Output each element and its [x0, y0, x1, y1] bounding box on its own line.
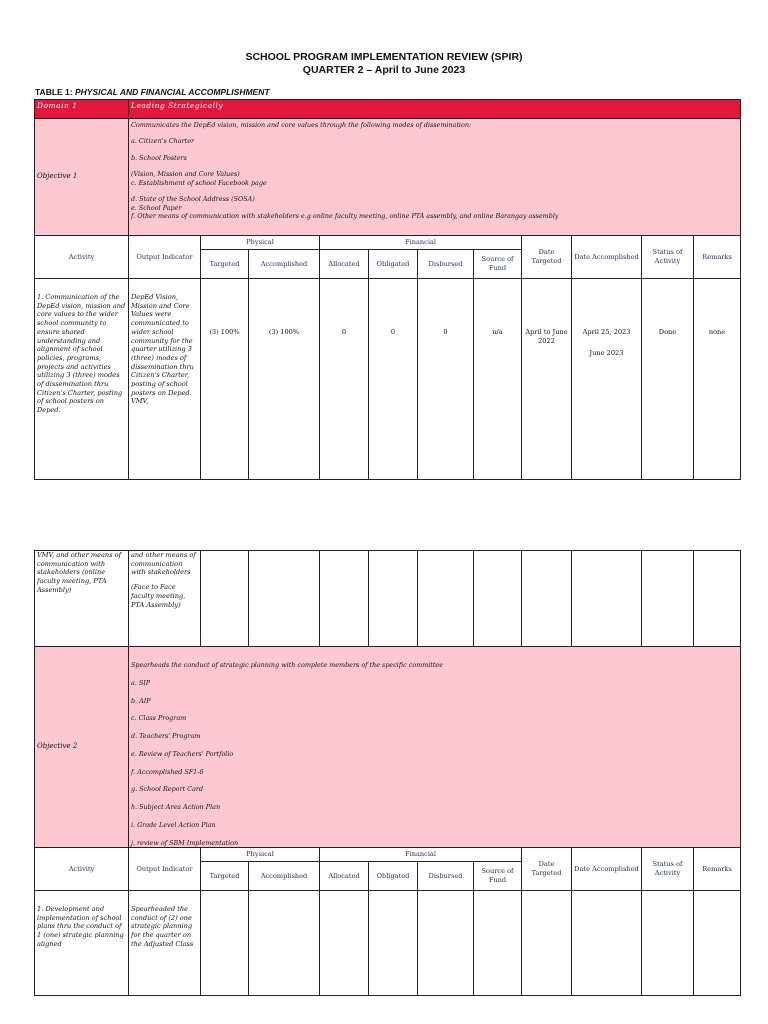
date-accomplished-cell — [572, 279, 642, 480]
objective-2-item: b. AIP — [131, 696, 151, 705]
objective-2-item: a. SIP — [131, 678, 151, 687]
status-cell: Done — [642, 279, 694, 480]
header-activity: Activity — [35, 847, 129, 890]
date-accomplished-cell — [572, 551, 642, 647]
targeted-cell — [201, 890, 249, 995]
header-disbursed: Disbursed — [418, 250, 474, 279]
table-caption — [35, 87, 270, 97]
remarks-cell — [694, 890, 741, 995]
header-physical: Physical — [201, 847, 320, 861]
output-indicator-cell — [129, 551, 201, 647]
disbursed-cell: 0 — [418, 279, 474, 480]
header-activity: Activity — [35, 236, 129, 279]
header-financial: Financial — [320, 236, 522, 250]
table-caption-text: PHYSICAL AND FINANCIAL ACCOMPLISHMENT — [74, 87, 270, 97]
header-accomplished: Accomplished — [249, 861, 320, 890]
objective-2-item: Spearheads the conduct of strategic planning with complete members of the specific committee — [131, 661, 443, 669]
objective-2-item: h. Subject Area Action Plan — [131, 803, 221, 811]
header-source-of-fund: Source of Fund — [474, 861, 522, 890]
header-output-indicator: Output Indicator — [129, 236, 201, 279]
header-targeted: Targeted — [201, 861, 249, 890]
header-targeted: Targeted — [201, 250, 249, 279]
document-title: SCHOOL PROGRAM IMPLEMENTATION REVIEW (SPIR) — [245, 51, 523, 63]
output-text: and other means of communication with stakeholders — [131, 551, 196, 577]
date-targeted-cell — [522, 551, 572, 647]
table-row — [35, 279, 741, 480]
source-of-fund-cell — [474, 551, 522, 647]
disbursed-cell — [418, 890, 474, 995]
remarks-cell: none — [694, 279, 741, 480]
accomplished-cell: (3) 100% — [249, 279, 320, 480]
objective-2-item: c. Class Program — [131, 714, 187, 723]
header-disbursed: Disbursed — [418, 861, 474, 890]
objective-1-item: c. Establishment of school Facebook page — [131, 178, 267, 187]
header-physical: Physical — [201, 236, 320, 250]
allocated-cell: 0 — [320, 279, 369, 480]
date-targeted-cell: April to June 2022 — [522, 279, 572, 480]
output-text: (Face to Face faculty meeting, PTA Assembly) — [131, 583, 186, 609]
remarks-cell — [694, 551, 741, 647]
objective-1-item: e. School Paper — [131, 203, 182, 212]
objective-2-item: f. Accomplished SF1-6 — [131, 767, 204, 776]
header-financial: Financial — [320, 847, 522, 861]
targeted-cell: (3) 100% — [201, 279, 249, 480]
objective-1-item: b. School Posters — [131, 153, 187, 162]
header-date-accomplished: Date Accomplished — [572, 236, 642, 279]
header-output-indicator: Output Indicator — [129, 847, 201, 890]
objective-1-item: (Vision, Mission and Core Values) — [131, 170, 240, 179]
header-obligated: Obligated — [369, 861, 418, 890]
objective-2-item: d. Teachers' Program — [131, 732, 201, 740]
source-of-fund-cell — [474, 890, 522, 995]
disbursed-cell — [418, 551, 474, 647]
date-accomplished-2: June 2023 — [589, 348, 624, 357]
obligated-cell: 0 — [369, 279, 418, 480]
allocated-cell — [320, 890, 369, 995]
objective-2-item: e. Review of Teachers' Portfolio — [131, 749, 234, 758]
header-obligated: Obligated — [369, 250, 418, 279]
domain-title: Leading Strategically — [129, 100, 741, 119]
header-allocated: Allocated — [320, 861, 369, 890]
obligated-cell — [369, 551, 418, 647]
objective-1-label: Objective 1 — [35, 119, 129, 236]
activity-cell: VMV, and other means of communication with stakeholders (online faculty meeting, PTA Assembly) — [35, 551, 129, 647]
objective-2-item: g. School Report Card — [131, 785, 204, 794]
header-remarks: Remarks — [694, 847, 741, 890]
header-date-targeted: Date Targeted — [522, 847, 572, 890]
objective-1-row — [35, 119, 741, 236]
document-subtitle: QUARTER 2 – April to June 2023 — [302, 64, 466, 76]
table-caption-prefix: TABLE 1: — [35, 87, 75, 97]
domain-label: Domain 1 — [35, 100, 129, 119]
objective-2-item: i. Grade Level Action Plan — [131, 820, 216, 829]
header-status: Status of Activity — [642, 236, 694, 279]
header-date-targeted: Date Targeted — [522, 236, 572, 279]
objective-1-description — [129, 119, 741, 236]
output-indicator-cell: DepEd Vision, Mission and Core Values were communicated to wider school community for the quarter utilizing 3 (three) modes of dissemination thru Citizen's Charter, posting of school posters on Deped. VMV, — [129, 279, 201, 480]
date-targeted-cell — [522, 890, 572, 995]
header-remarks: Remarks — [694, 236, 741, 279]
table-row — [35, 551, 741, 647]
header-source-of-fund: Source of Fund — [474, 250, 522, 279]
header-allocated: Allocated — [320, 250, 369, 279]
objective-2-label: Objective 2 — [35, 647, 129, 848]
header-status: Status of Activity — [642, 847, 694, 890]
header-accomplished: Accomplished — [249, 250, 320, 279]
accomplishment-table-bottom — [34, 550, 741, 996]
allocated-cell — [320, 551, 369, 647]
accomplished-cell — [249, 551, 320, 647]
activity-cell: 1. Communication of the DepEd vision, mission and core values to the wider school community to ensure shared understanding and alignment of school policies, programs, projects and activities utilizing 3 (three) modes of dissemination thru Citizen's Charter, posting of school posters on Deped. — [35, 279, 129, 480]
table-row — [35, 890, 741, 995]
output-indicator-cell: Spearheaded the conduct of (2) one strategic planning for the quarter on the Adjusted Class — [129, 890, 201, 995]
objective-1-item: Communicates the DepEd vision, mission and core values through the following modes of dissemination: — [131, 121, 472, 129]
obligated-cell — [369, 890, 418, 995]
domain-row — [35, 100, 741, 119]
objective-2-row — [35, 647, 741, 848]
source-of-fund-cell: n/a — [474, 279, 522, 480]
column-header-row — [35, 236, 741, 250]
objective-1-item: f. Other means of communication with stakeholders e.g online faculty meeting, online PTA assembly, and online Barangay assembly — [131, 212, 559, 221]
objective-1-item: d. State of the School Address (SOSA) — [131, 195, 255, 204]
status-cell — [642, 551, 694, 647]
accomplished-cell — [249, 890, 320, 995]
activity-cell: 1. Development and implementation of school plans thru the conduct of 1 (one) strategic planning aligned — [35, 890, 129, 995]
accomplishment-table-top — [34, 99, 741, 480]
date-accomplished-1: April 25, 2023 — [582, 328, 631, 336]
objective-1-item: a. Citizen's Charter — [131, 137, 195, 146]
status-cell — [642, 890, 694, 995]
header-date-accomplished: Date Accomplished — [572, 847, 642, 890]
objective-2-description — [129, 647, 741, 848]
targeted-cell — [201, 551, 249, 647]
objective-2-item: j. review of SBM Implementation — [131, 838, 239, 847]
date-accomplished-cell — [572, 890, 642, 995]
column-header-row — [35, 847, 741, 861]
